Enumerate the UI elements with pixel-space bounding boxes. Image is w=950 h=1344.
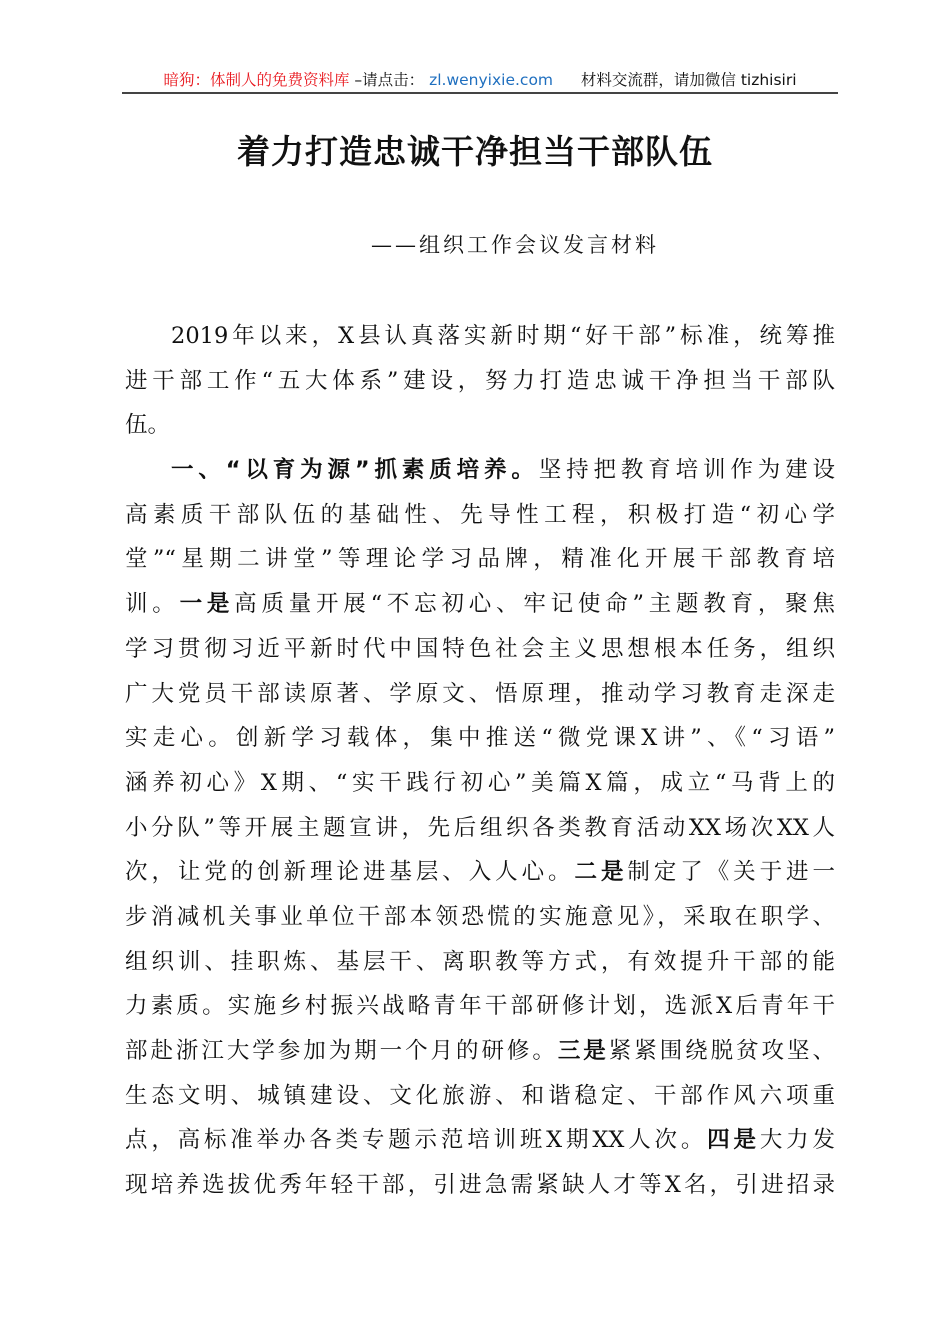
body-text: 小分队”等开展主题宣讲，先后组织各类教育活动XX场次XX人 xyxy=(125,814,835,841)
body-text: 力素质。实施乡村振兴战略青年干部研修计划，选派X后青年干 xyxy=(125,993,835,1020)
paragraph-line xyxy=(125,1118,835,1163)
watermark-header xyxy=(122,68,838,90)
body-text: 广大党员干部读原著、学原文、悟原理，推动学习教育走深走 xyxy=(125,680,835,707)
body-text: 步消减机关事业单位干部本领恐慌的实施意见》，采取在职学、 xyxy=(125,903,835,930)
body-text: 2019年以来，X县认真落实新时期“好干部”标准，统筹推 xyxy=(171,323,835,349)
paragraph-line xyxy=(125,672,835,717)
body-text: 训。 xyxy=(125,591,180,618)
paragraph-line xyxy=(125,537,835,582)
body-text: 高素质干部队伍的基础性、先导性工程，积极打造“初心学 xyxy=(125,501,835,528)
body-text: 部赴浙江大学参加为期一个月的研修。 xyxy=(125,1038,558,1064)
paragraph-line xyxy=(125,806,835,851)
body-text: 紧紧围绕脱贫攻坚、 xyxy=(608,1038,835,1064)
paragraph-line xyxy=(125,984,835,1029)
paragraph-line xyxy=(125,359,835,404)
paragraph-line xyxy=(125,1074,835,1119)
site-link[interactable]: zl.wenyixie.com xyxy=(429,71,554,89)
document-subtitle: ——组织工作会议发言材料 xyxy=(371,233,659,257)
body-text: 大力发 xyxy=(759,1127,835,1154)
paragraph-line xyxy=(125,403,835,448)
click-prompt: –请点击： xyxy=(354,71,425,89)
bold-heading-text: 一、“以育为源”抓素质培养。 xyxy=(171,457,539,484)
document-title: 着力打造忠诚干净担当干部队伍 xyxy=(237,132,713,171)
paragraph-line xyxy=(125,850,835,895)
body-text: 学习贯彻习近平新时代中国特色社会主义思想根本任务，组织 xyxy=(125,635,835,662)
body-text: 坚持把教育培训作为建设 xyxy=(538,457,835,484)
body-text: 次，让党的创新理论进基层、入人心。 xyxy=(125,859,575,886)
paragraph-line xyxy=(125,314,835,359)
body-text: 伍。 xyxy=(125,412,171,439)
paragraph-line xyxy=(125,1163,835,1208)
bold-heading-text: 二是 xyxy=(574,859,628,886)
paragraph-line xyxy=(125,582,835,627)
body-text: 现培养选拔优秀年轻干部，引进急需紧缺人才等X名，引进招录 xyxy=(125,1172,835,1199)
body-text: 进干部工作“五大体系”建设，努力打造忠诚干净担当干部队 xyxy=(125,367,835,394)
document-body xyxy=(125,314,835,1208)
paragraph-line xyxy=(125,895,835,940)
body-text: 制定了《关于进一 xyxy=(627,859,835,886)
body-text: 涵养初心》X期、“实干践行初心”美篇X篇，成立“马背上的 xyxy=(125,769,835,796)
paragraph-line xyxy=(125,493,835,538)
paragraph-line xyxy=(125,1029,835,1074)
site-name: 暗狗：体制人的免费资料库 xyxy=(163,71,350,89)
body-text: 实走心。创新学习载体，集中推送“微党课X讲”、《“习语” xyxy=(125,725,835,752)
body-text: 组织训、挂职炼、基层干、离职教等方式，有效提升干部的能 xyxy=(125,948,835,975)
header-rule xyxy=(122,92,838,94)
paragraph-line xyxy=(125,716,835,761)
body-text: 生态文明、城镇建设、文化旅游、和谐稳定、干部作风六项重 xyxy=(125,1082,835,1109)
paragraph-line xyxy=(125,761,835,806)
bold-heading-text: 四是 xyxy=(707,1127,760,1154)
body-text: 点，高标准举办各类专题示范培训班X期XX人次。 xyxy=(125,1127,708,1154)
bold-heading-text: 一是 xyxy=(179,591,235,618)
body-text: 堂”“星期二讲堂”等理论学习品牌，精准化开展干部教育培 xyxy=(125,546,835,573)
paragraph-line xyxy=(125,448,835,493)
bold-heading-text: 三是 xyxy=(557,1038,609,1064)
body-text: 高质量开展“不忘初心、牢记使命”主题教育，聚焦 xyxy=(234,591,835,618)
group-note: 材料交流群，请加微信 tizhisiri xyxy=(580,71,797,89)
paragraph-line xyxy=(125,627,835,672)
paragraph-line xyxy=(125,940,835,985)
